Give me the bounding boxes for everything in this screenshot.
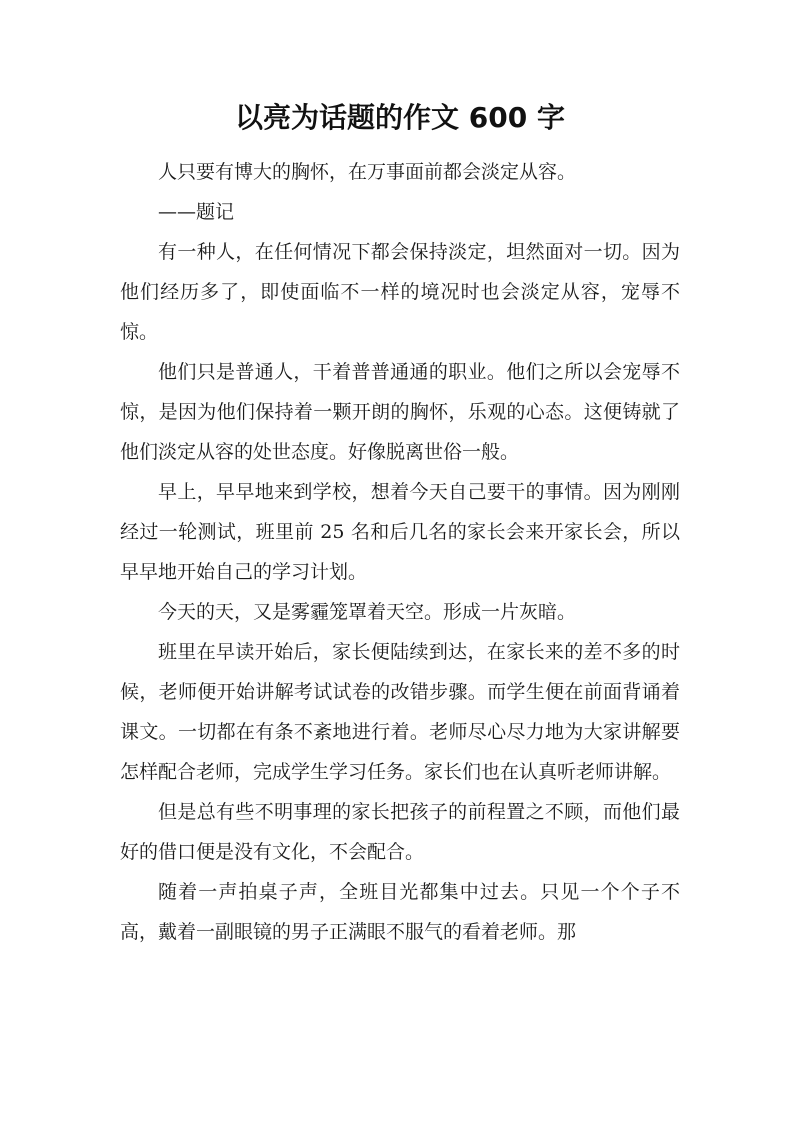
paragraph-9: 随着一声拍桌子声，全班目光都集中过去。只见一个个子不高，戴着一副眼镜的男子正满眼不服气的看着老师。那 [120,881,680,943]
paragraph-5: 早上，早早地来到学校，想着今天自己要干的事情。因为刚刚经过一轮测试，班里前 25 名和后几名的家长会来开家长会，所以早早地开始自己的学习计划。 [120,481,680,583]
paragraph-3: 有一种人，在任何情况下都会保持淡定，坦然面对一切。因为他们经历多了，即使面临不一样的境况时也会淡定从容，宠辱不惊。 [120,241,680,343]
document-body [120,152,680,952]
paragraph-8: 但是总有些不明事理的家长把孩子的前程置之不顾，而他们最好的借口便是没有文化，不会配合。 [120,801,680,863]
paragraph-1: 人只要有博大的胸怀，在万事面前都会淡定从容。 [158,161,577,183]
paragraph-7: 班里在早读开始后，家长便陆续到达，在家长来的差不多的时候，老师便开始讲解考试试卷的改错步骤。而学生便在前面背诵着课文。一切都在有条不紊地进行着。老师尽心尽力地为大家讲解要怎样配合老师，完成学生学习任务。家长们也在认真听老师讲解。 [120,641,680,783]
paragraph-2: ——题记 [158,201,235,223]
paragraph-6: 今天的天，又是雾霾笼罩着天空。形成一片灰暗。 [158,601,577,623]
paragraph-4: 他们只是普通人，干着普普通通的职业。他们之所以会宠辱不惊，是因为他们保持着一颗开朗的胸怀，乐观的心态。这便铸就了他们淡定从容的处世态度。好像脱离世俗一般。 [120,361,680,463]
document-title: 以亮为话题的作文 600 字 [235,101,565,134]
